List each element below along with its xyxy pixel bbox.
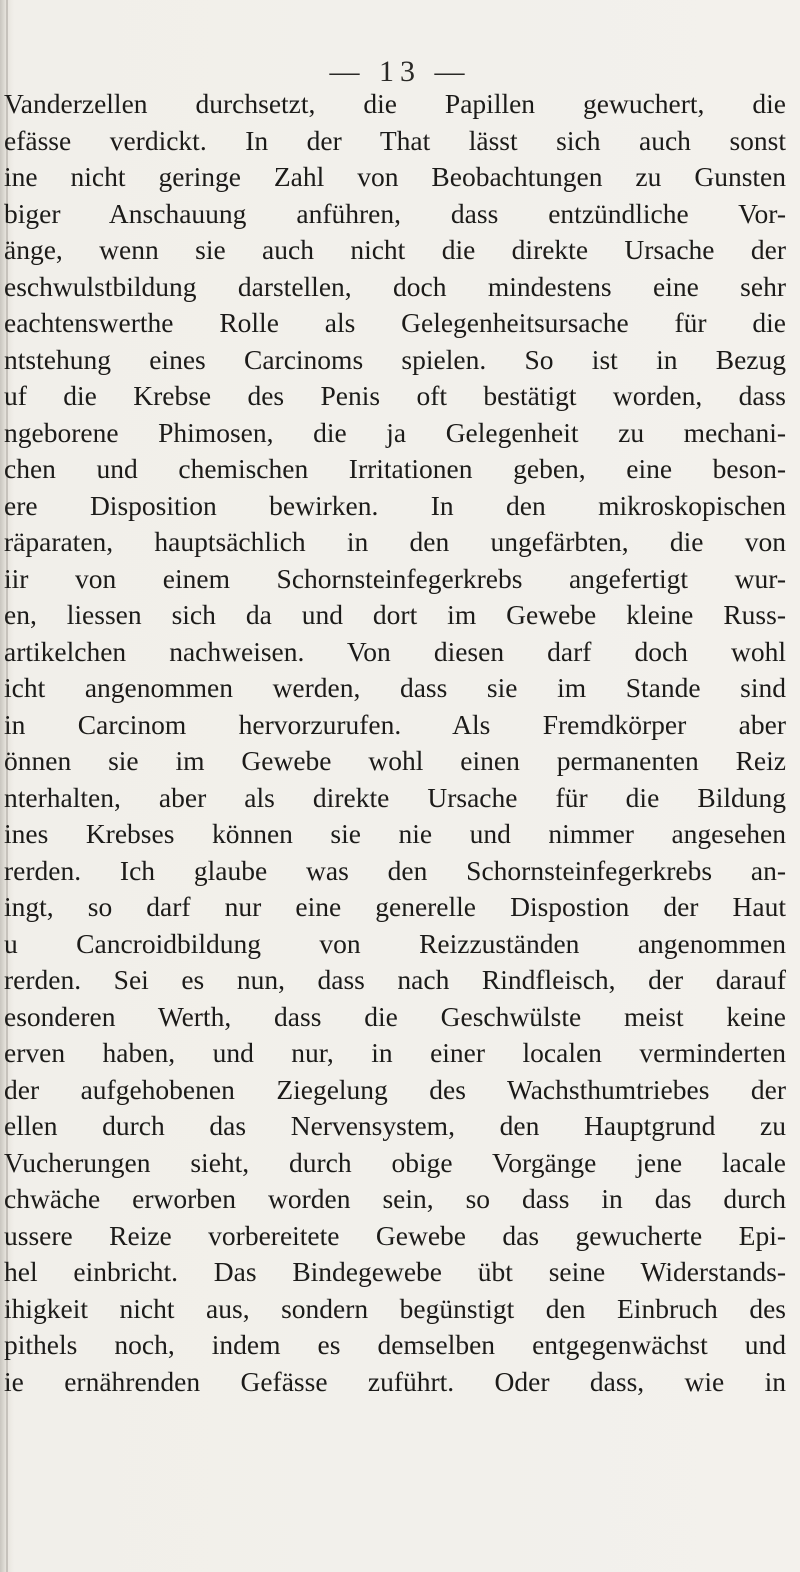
text-line: uf die Krebse des Penis oft bestätigt worden, dass <box>4 380 786 411</box>
text-line: en, liessen sich da und dort im Gewebe kleine Russ- <box>4 599 786 630</box>
text-line: ine nicht geringe Zahl von Beobachtungen zu Gunsten <box>4 161 786 192</box>
text-line: ngeborene Phimosen, die ja Gelegenheit zu mechani- <box>4 416 786 448</box>
text-line: eschwulstbildung darstellen, doch mindestens eine sehr <box>4 270 786 302</box>
text-line: pithels noch, indem es demselben entgegenwächst und <box>4 1329 786 1360</box>
text-line: ihigkeit nicht aus, sondern begünstigt den Einbruch des <box>4 1292 786 1324</box>
text-line: nterhalten, aber als direkte Ursache für die Bildung <box>4 781 786 813</box>
text-line: rerden. Ich glaube was den Schornsteinfegerkrebs an- <box>4 854 786 886</box>
text-line: Vucherungen sieht, durch obige Vorgänge jene lacale <box>4 1146 786 1178</box>
text-line: biger Anschauung anführen, dass entzündliche Vor- <box>4 197 786 229</box>
body-text <box>0 86 786 1400</box>
text-line: ellen durch das Nervensystem, den Hauptgrund zu <box>4 1110 786 1141</box>
text-line: esonderen Werth, dass die Geschwülste meist keine <box>4 1000 786 1032</box>
text-line: Vanderzellen durchsetzt, die Papillen gewuchert, die <box>4 88 786 119</box>
text-line: artikelchen nachweisen. Von diesen darf doch wohl <box>4 635 786 667</box>
text-line: rerden. Sei es nun, dass nach Rindfleisch, der darauf <box>4 964 786 995</box>
text-line: änge, wenn sie auch nicht die direkte Ursache der <box>4 234 786 265</box>
text-line: u Cancroidbildung von Reizzuständen angenommen <box>4 927 786 959</box>
text-line: erven haben, und nur, in einer localen verminderten <box>4 1037 786 1068</box>
text-line: ie ernährenden Gefässe zuführt. Oder dass, wie in <box>4 1365 786 1397</box>
text-line: efässe verdickt. In der That lässt sich auch sonst <box>4 124 786 156</box>
text-line: ines Krebses können sie nie und nimmer angesehen <box>4 818 786 849</box>
text-line: ntstehung eines Carcinoms spielen. So ist in Bezug <box>4 343 786 375</box>
text-line: in Carcinom hervorzurufen. Als Fremdkörper aber <box>4 708 786 740</box>
text-line: der aufgehobenen Ziegelung des Wachsthumtriebes der <box>4 1073 786 1105</box>
text-line: iir von einem Schornsteinfegerkrebs angefertigt wur- <box>4 562 786 594</box>
text-line: hel einbricht. Das Bindegewebe übt seine Widerstands- <box>4 1256 786 1287</box>
text-line: eachtenswerthe Rolle als Gelegenheitsursache für die <box>4 307 786 338</box>
text-line: icht angenommen werden, dass sie im Stande sind <box>4 672 786 703</box>
text-line: räparaten, hauptsächlich in den ungefärbten, die von <box>4 526 786 557</box>
text-line: ussere Reize vorbereitete Gewebe das gewucherte Epi- <box>4 1219 786 1251</box>
text-line: önnen sie im Gewebe wohl einen permanenten Reiz <box>4 745 786 776</box>
page-number: — 13 — <box>329 55 471 88</box>
text-line: chen und chemischen Irritationen geben, eine beson- <box>4 453 786 484</box>
text-line: ere Disposition bewirken. In den mikroskopischen <box>4 489 786 521</box>
text-line: chwäche erworben worden sein, so dass in das durch <box>4 1183 786 1214</box>
text-line: ingt, so darf nur eine generelle Dispostion der Haut <box>4 891 786 922</box>
